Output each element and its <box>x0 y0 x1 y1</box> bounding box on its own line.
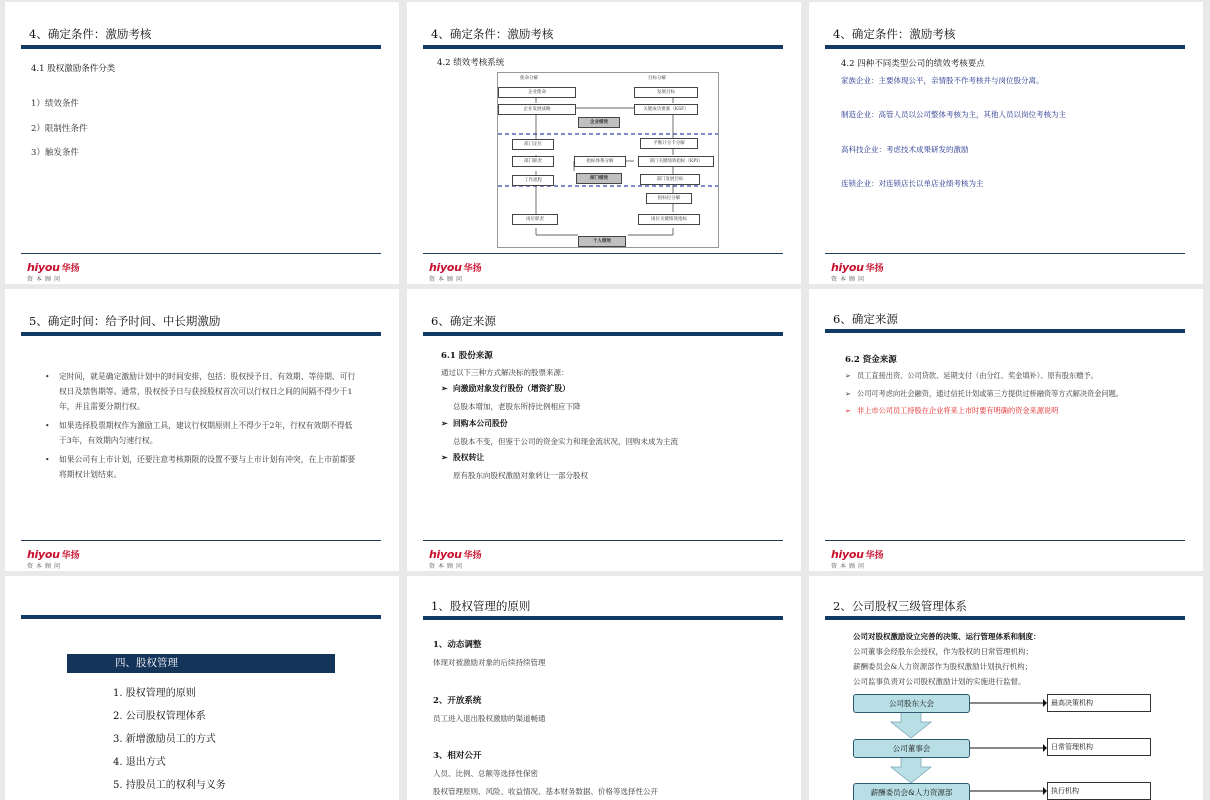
toc-item[interactable]: 1. 股权管理的原则 <box>113 688 196 699</box>
list-item <box>845 371 1098 381</box>
item-text: 公司可考虑向社会融资，通过信托计划或第三方提供过桥融资等方式解决资金问题。 <box>857 389 1123 398</box>
logo-sub: 资本顾问 <box>831 276 868 283</box>
logo-cn: 华扬 <box>865 264 884 274</box>
flow-box: 企业绩效 <box>578 117 620 128</box>
intro-line: 公司监事负责对公司股权激励计划的实施进行监督。 <box>853 677 1026 686</box>
logo-word: hiyou <box>27 261 60 274</box>
slide-title: 4、确定条件：激励考核 <box>431 27 554 41</box>
list-item: 1）绩效条件 <box>31 99 79 109</box>
item-head: 向激励对象发行股份（增资扩股） <box>453 384 570 393</box>
line: 年，并且需要分期行权。 <box>59 402 145 411</box>
line: 于3年，有效期内匀速行权。 <box>59 436 158 445</box>
arrow-icon: ➢ <box>441 419 448 428</box>
item-desc: 总股本增加，老股东所持比例相应下降 <box>453 402 581 411</box>
section-line: 人员、比例、总额等选择性保密 <box>433 769 538 778</box>
logo-sub: 资本顾问 <box>27 276 64 283</box>
intro-line: 公司董事会经股东会授权，作为股权的日常管理机构； <box>853 647 1033 656</box>
arrow-icon: ➢ <box>845 371 852 380</box>
footer-rule <box>423 253 783 254</box>
slide-management-principles[interactable] <box>407 576 801 800</box>
logo-sub: 资本顾问 <box>429 276 466 283</box>
line: • 如果选择股票期权作为激励工具，建议行权期原则上不得少于2年，行权有效期不得低 <box>59 421 353 430</box>
shareholders-meeting-box: 公司股东大会 <box>853 694 970 713</box>
list-item: 3）触发条件 <box>31 148 79 158</box>
logo-cn: 华扬 <box>463 264 482 274</box>
line: 权日及禁售期等。通常，股权授予日与获授股权首次可以行权日之间的间隔不得少于1 <box>59 387 353 396</box>
slide-incentive-conditions[interactable] <box>5 2 399 284</box>
list-item: 2）限制性条件 <box>31 124 88 134</box>
line: 将期权计划结束。 <box>59 470 122 479</box>
section-head: 2、开放系统 <box>433 696 482 706</box>
section-line: 体现对被激励对象的后续持续管理 <box>433 658 546 667</box>
hierarchy-arrows <box>809 576 1203 800</box>
hiyou-logo <box>27 256 80 283</box>
performance-flow-diagram <box>497 72 719 248</box>
slide-subtitle: 4.2 四种不同类型公司的绩效考核要点 <box>841 59 985 69</box>
flow-box: 部门关键绩效指标（KPI） <box>638 156 714 167</box>
slide-subtitle: 4.1 股权激励条件分类 <box>31 64 116 74</box>
footer-rule <box>825 540 1185 541</box>
toc-item[interactable]: 2. 公司股权管理体系 <box>113 711 206 722</box>
list-item: 高科技企业：考虑技术成果研发的激励 <box>841 145 969 154</box>
arrow-icon: ➢ <box>441 453 448 462</box>
item-text: 员工直接出资、公司贷款、延期支付（由分红、奖金填补）、原有股东赠予。 <box>857 371 1098 380</box>
logo-cn: 华扬 <box>61 551 80 561</box>
flow-box: 企业发展战略 <box>498 104 576 115</box>
title-rule <box>21 45 381 49</box>
list-item <box>45 452 375 482</box>
intro-line: 薪酬委员会&人力资源部作为股权激励计划执行机构； <box>853 662 1033 671</box>
slide-performance-system[interactable] <box>407 2 801 284</box>
arrow-icon: ➢ <box>845 389 852 398</box>
arrow-icon: ➢ <box>441 384 448 393</box>
hiyou-logo <box>429 543 482 570</box>
slide-subtitle: 4.2 绩效考核系统 <box>437 58 505 68</box>
list-item <box>845 406 1058 416</box>
flow-box: 指标体系分解 <box>574 156 626 167</box>
footer-rule <box>21 540 381 541</box>
section-head: 3、相对公开 <box>433 751 482 761</box>
slide-subtitle: 6.1 股份来源 <box>441 351 493 361</box>
title-rule <box>825 45 1185 49</box>
flow-box: 岗位关键绩效指标 <box>638 214 700 225</box>
title-rule <box>825 329 1185 333</box>
line: • 如果公司有上市计划，还要注意考核期限的设置不要与上市计划有冲突，在上市前都要 <box>59 455 356 464</box>
flow-box: 部门职责 <box>512 156 554 167</box>
title-rule <box>423 332 783 336</box>
logo-cn: 华扬 <box>463 551 482 561</box>
logo-word: hiyou <box>27 548 60 561</box>
line: • 定时间，就是确定激励计划中的时间安排，包括：股权授予日、有效期、等待期、可行 <box>59 372 356 381</box>
toc-item[interactable]: 5. 持股员工的权利与义务 <box>113 780 226 791</box>
bullet-list <box>45 369 375 486</box>
slide-subtitle: 6.2 资金来源 <box>845 355 897 365</box>
slide-title: 6、确定来源 <box>833 312 898 326</box>
flow-box: 企业使命 <box>498 87 576 98</box>
item-head: 股权转让 <box>453 453 485 462</box>
slide-title: 4、确定条件：激励考核 <box>29 27 152 41</box>
slide-three-level-system[interactable] <box>809 576 1203 800</box>
slide-share-source[interactable] <box>407 289 801 571</box>
logo-cn: 华扬 <box>61 264 80 274</box>
flow-box: 部门发展目标 <box>640 174 700 185</box>
flow-box: 部门绩效 <box>576 173 622 184</box>
slide-timing[interactable] <box>5 289 399 571</box>
intro-text: 通过以下三种方式解决标的股票来源： <box>441 368 569 377</box>
arrow-icon: ➢ <box>845 406 852 415</box>
hiyou-logo <box>831 256 884 283</box>
slide-fund-source[interactable] <box>809 289 1203 571</box>
list-item: 制造企业：高管人员以公司整体考核为主，其他人员以岗位考核为主 <box>841 110 1066 119</box>
list-item: 连锁企业：对连锁店长以单店业绩考核为主 <box>841 179 984 188</box>
section-header <box>67 654 335 673</box>
flow-box: 平衡计分卡分解 <box>640 138 698 149</box>
section-line: 员工进入退出股权激励的渠道畅通 <box>433 714 546 723</box>
section-line: 股权管理原则、风险、收益情况、基本财务数据、价格等选择性公开 <box>433 787 658 796</box>
section-head: 1、动态调整 <box>433 640 482 650</box>
source-item-head <box>441 452 484 463</box>
slide-toc-equity-management[interactable] <box>5 576 399 800</box>
footer-rule <box>423 540 783 541</box>
level-label: 执行机构 <box>1047 782 1151 800</box>
slide-title: 5、确定时间：给予时间、中长期激励 <box>29 314 221 328</box>
slide-title: 1、股权管理的原则 <box>431 599 531 613</box>
logo-word: hiyou <box>831 548 864 561</box>
col-label-right: 目标分解 <box>648 76 666 81</box>
item-text: 非上市公司员工持股在企业将来上市时要有明确的资金来源说明 <box>857 406 1059 415</box>
list-item <box>45 369 375 414</box>
flow-box: 部门定位 <box>512 139 554 150</box>
flow-box: 岗位职责 <box>512 214 558 225</box>
item-head: 回购本公司股份 <box>453 419 508 428</box>
footer-rule <box>825 253 1185 254</box>
flow-box: 发展目标 <box>634 87 698 98</box>
slide-title: 4、确定条件：激励考核 <box>833 27 956 41</box>
flow-box: 关键成功要素（KSF） <box>634 104 698 115</box>
level-label: 最高决策机构 <box>1047 694 1151 712</box>
board-box: 公司董事会 <box>853 739 970 758</box>
logo-sub: 资本顾问 <box>429 563 466 570</box>
level-label: 日常管理机构 <box>1047 738 1151 756</box>
slide-company-types[interactable] <box>809 2 1203 284</box>
source-item-head <box>441 418 508 429</box>
source-item-head <box>441 383 570 394</box>
slide-title: 6、确定来源 <box>431 314 496 328</box>
footer-rule <box>21 253 381 254</box>
title-rule <box>423 45 783 49</box>
hiyou-logo <box>429 256 482 283</box>
flow-box: 个人绩效 <box>578 236 626 247</box>
title-rule <box>21 615 381 619</box>
toc-item[interactable]: 4. 退出方式 <box>113 757 166 768</box>
item-desc: 总股本不变，但鉴于公司的资金实力和现金流状况，回购未成为主流 <box>453 437 678 446</box>
item-desc: 原有股东向股权激励对象转让一部分股权 <box>453 471 588 480</box>
logo-cn: 华扬 <box>865 551 884 561</box>
logo-word: hiyou <box>831 261 864 274</box>
section-header-text: 四、股权管理 <box>115 657 178 669</box>
flow-box: 工作流程 <box>512 175 554 186</box>
flow-box: 指标位分解 <box>646 193 692 204</box>
toc-item[interactable]: 3. 新增激励员工的方式 <box>113 734 216 745</box>
list-item: 家族企业：主要体现公平，亲情股不作考核并与岗位股分离。 <box>841 76 1044 85</box>
slide-title: 2、公司股权三级管理体系 <box>833 599 967 613</box>
list-item <box>45 418 375 448</box>
compensation-committee-box: 薪酬委员会&人力资源部 <box>853 783 970 800</box>
title-rule <box>21 332 381 336</box>
list-item <box>845 389 1123 399</box>
logo-word: hiyou <box>429 261 462 274</box>
logo-word: hiyou <box>429 548 462 561</box>
hiyou-logo <box>831 543 884 570</box>
hiyou-logo <box>27 543 80 570</box>
logo-sub: 资本顾问 <box>831 563 868 570</box>
col-label-left: 使命分解 <box>520 76 538 81</box>
intro-line: 公司对股权激励设立完善的决策、运行管理体系和制度： <box>853 632 1041 641</box>
title-rule <box>423 616 783 620</box>
logo-sub: 资本顾问 <box>27 563 64 570</box>
